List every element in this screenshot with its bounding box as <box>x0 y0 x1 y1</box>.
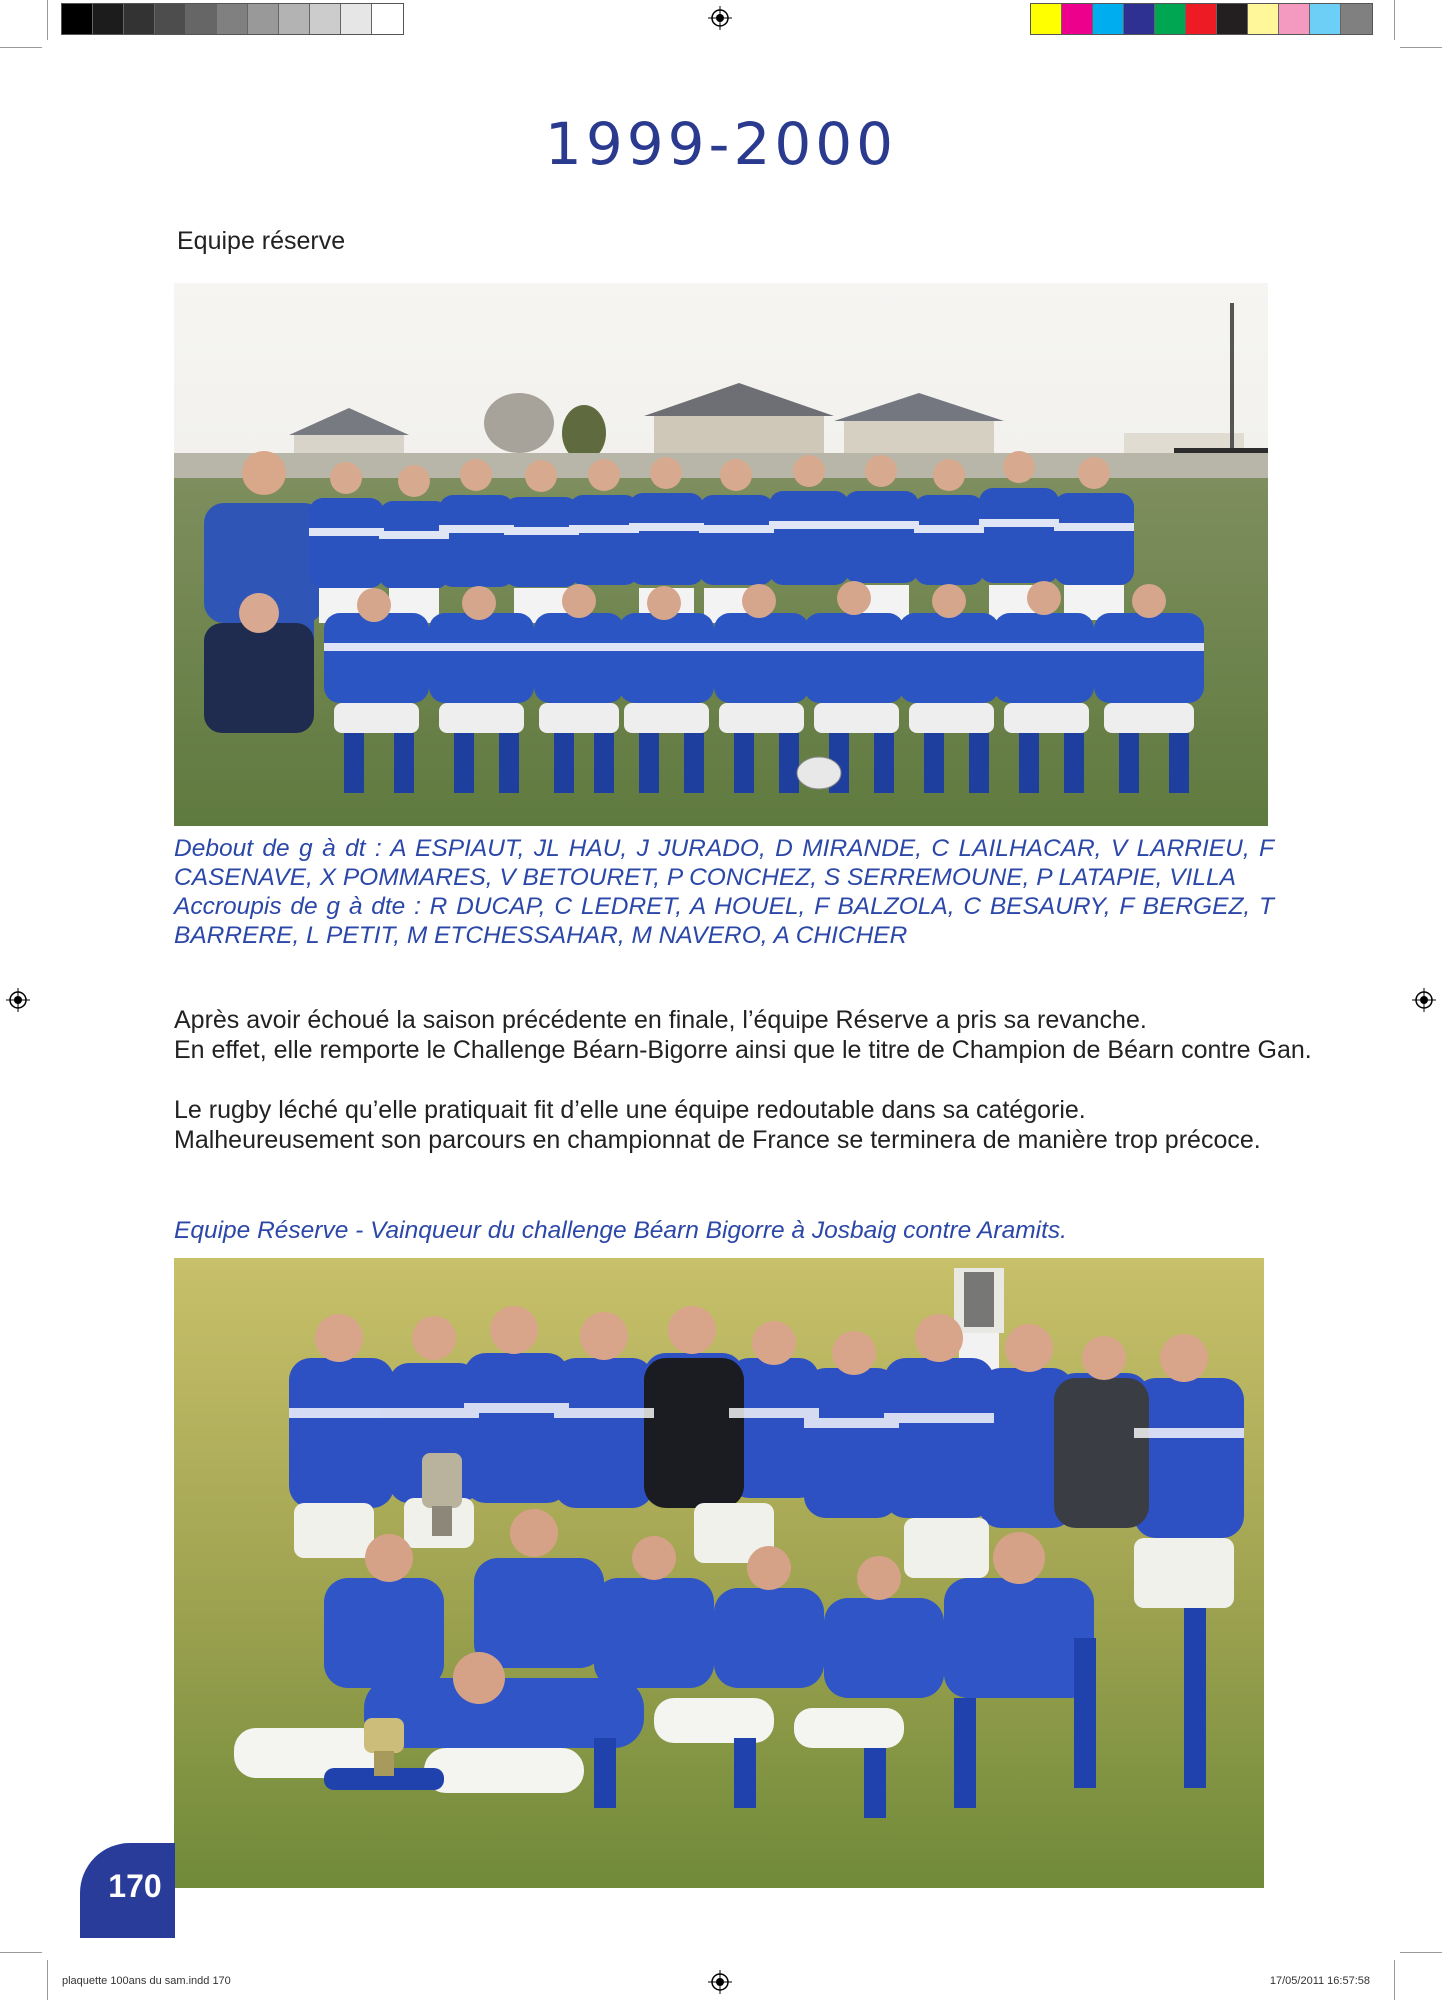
color-swatch <box>1062 4 1093 34</box>
gray-swatch <box>155 4 186 34</box>
body-line: Après avoir échoué la saison précédente en finale, l’équipe Réserve a pris sa revanche. <box>174 1006 1147 1034</box>
crop-mark <box>0 47 42 48</box>
caption-crouching: Accroupis de g à dte : R DUCAP, C LEDRET, A HOUEL, F BALZOLA, C BESAURY, F BERGEZ, T BARRERE, L PETIT, M ETCHESSAHAR, M NAVERO, A CHICHER <box>174 893 1274 949</box>
color-swatch <box>1217 4 1248 34</box>
celebration-photo <box>174 1258 1264 1888</box>
color-swatch <box>1310 4 1341 34</box>
caption-standing: Debout de g à dt : A ESPIAUT, JL HAU, J JURADO, D MIRANDE, C LAILHACAR, V LARRIEU, F CASENAVE, X POMMARES, V BETOURET, P CONCHEZ, S SERREMOUNE, P LATAPIE, VILLA <box>174 835 1274 891</box>
page-number: 170 <box>108 1868 162 1904</box>
gray-swatch <box>124 4 155 34</box>
gray-swatch <box>93 4 124 34</box>
color-swatch <box>1093 4 1124 34</box>
color-swatch <box>1186 4 1217 34</box>
slug-filename: plaquette 100ans du sam.indd 170 <box>62 1975 231 1987</box>
page-title: 1999-2000 <box>544 110 898 178</box>
gray-swatch <box>372 4 403 34</box>
color-swatch <box>1341 4 1372 34</box>
registration-mark-top <box>708 6 732 30</box>
color-swatch <box>1031 4 1062 34</box>
color-swatch <box>1248 4 1279 34</box>
crop-mark <box>1400 1952 1442 1953</box>
team-photo <box>174 283 1268 826</box>
color-swatch <box>1279 4 1310 34</box>
grayscale-calibration-bar <box>61 3 404 35</box>
gray-swatch <box>341 4 372 34</box>
slug-timestamp: 17/05/2011 16:57:58 <box>1269 1975 1370 1987</box>
crop-mark <box>1400 47 1442 48</box>
color-calibration-bar <box>1030 3 1373 35</box>
gray-swatch <box>217 4 248 34</box>
gray-swatch <box>310 4 341 34</box>
crop-mark <box>1394 0 1395 40</box>
celebration-photo-caption: Equipe Réserve - Vainqueur du challenge Béarn Bigorre à Josbaig contre Aramits. <box>174 1217 1067 1244</box>
crop-mark <box>47 1960 48 2000</box>
crop-mark <box>47 0 48 40</box>
gray-swatch <box>248 4 279 34</box>
registration-mark-right <box>1412 988 1436 1012</box>
team-photo-caption <box>174 834 1274 950</box>
body-line: Le rugby léché qu’elle pratiquait fit d’elle une équipe redoutable dans sa catégorie. <box>174 1096 1086 1124</box>
body-line: Malheureusement son parcours en championnat de France se terminera de manière trop précoce. <box>174 1126 1261 1154</box>
gray-swatch <box>62 4 93 34</box>
body-text <box>174 1005 1404 1155</box>
color-swatch <box>1124 4 1155 34</box>
color-swatch <box>1155 4 1186 34</box>
registration-mark-left <box>6 988 30 1012</box>
section-label: Equipe réserve <box>177 227 346 255</box>
gray-swatch <box>279 4 310 34</box>
gray-swatch <box>186 4 217 34</box>
crop-mark <box>0 1952 42 1953</box>
crop-mark <box>1394 1960 1395 2000</box>
body-line: En effet, elle remporte le Challenge Béarn-Bigorre ainsi que le titre de Champion de Béarn contre Gan. <box>174 1036 1312 1064</box>
registration-mark-bottom <box>708 1970 732 1994</box>
